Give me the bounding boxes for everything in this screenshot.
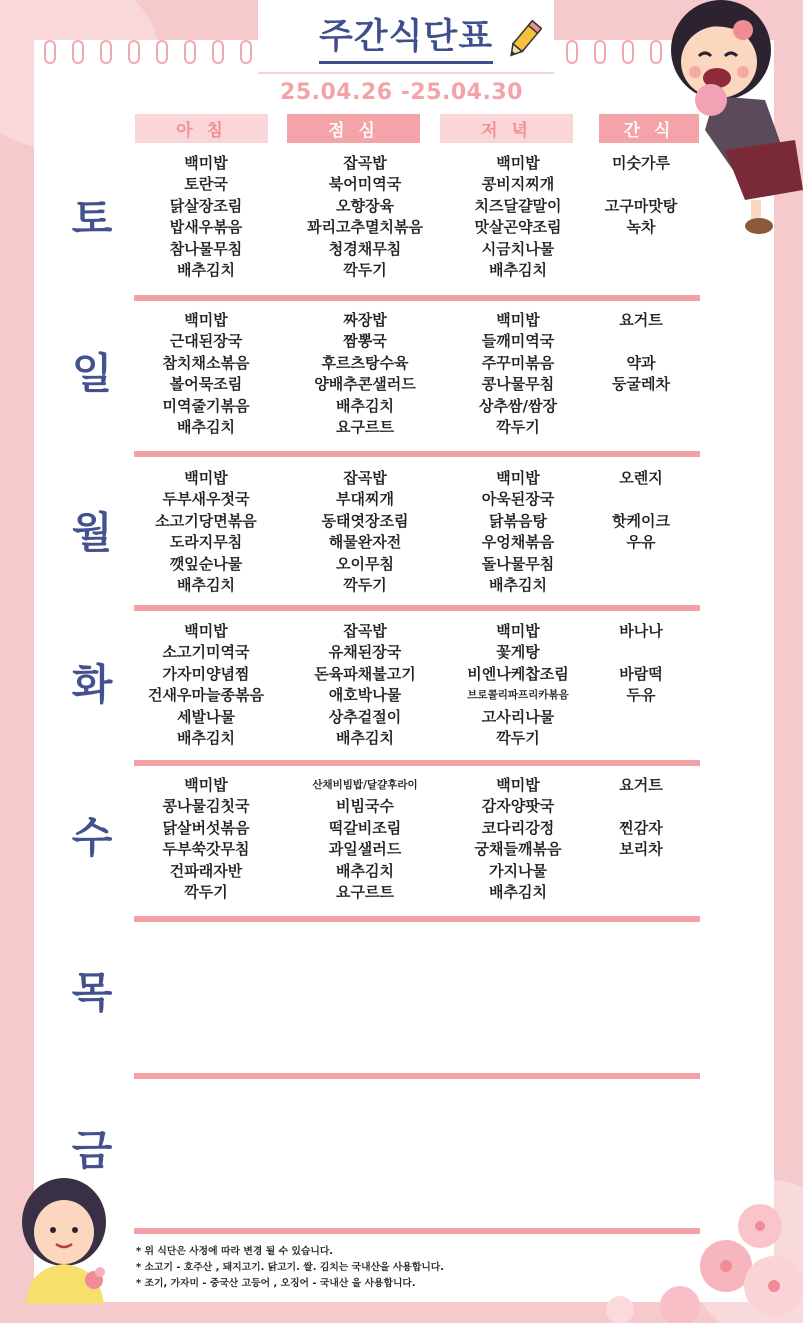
day-label: 일	[71, 349, 113, 398]
binder-ring	[156, 40, 168, 64]
menu-item: 비엔나케찹조림	[467, 664, 569, 683]
menu-item: 고사리나물	[481, 707, 555, 726]
menu-item: 백미밥	[496, 469, 540, 487]
row-divider	[134, 451, 700, 457]
menu-item: 깍두기	[496, 417, 540, 436]
menu-item	[571, 707, 711, 728]
menu-item: 배추김치	[336, 728, 394, 747]
menu-item: 도라지무침	[169, 533, 243, 552]
day-label: 금	[71, 1126, 113, 1175]
menu-item	[571, 554, 711, 575]
menu-item: 주꾸미볶음	[481, 353, 555, 372]
menu-item	[571, 728, 711, 749]
menu-item: 배추김치	[489, 260, 547, 279]
breakfast-cell	[121, 468, 291, 596]
menu-item: 오향장육	[336, 196, 394, 215]
menu-item: 잡곡밥	[343, 469, 387, 487]
row-divider	[134, 760, 700, 766]
menu-item	[571, 861, 711, 882]
day-label: 수	[71, 813, 113, 862]
menu-item: 세발나물	[177, 707, 235, 726]
day-label: 월	[71, 508, 113, 557]
menu-item: 청경채무침	[328, 239, 402, 258]
menu-item: 들깨미역국	[481, 332, 555, 351]
menu-item	[571, 239, 711, 260]
menu-item	[571, 796, 711, 817]
menu-item: 애호박나물	[328, 686, 402, 705]
menu-item: 두부쑥갓무침	[162, 840, 250, 859]
menu-item: 북어미역국	[328, 175, 402, 194]
menu-item: 비빔국수	[336, 797, 394, 816]
binder-ring	[212, 40, 224, 64]
footnote: * 위 식단은 사정에 따라 변경 될 수 있습니다.	[136, 1246, 334, 1257]
menu-item: 백미밥	[184, 154, 228, 172]
menu-item: 시금치나물	[481, 239, 555, 258]
menu-item: 요구르트	[336, 882, 394, 901]
menu-item: 건파래자반	[169, 861, 243, 880]
menu-item: 짜장밥	[343, 311, 387, 329]
footnotes	[136, 1244, 696, 1292]
menu-item: 백미밥	[184, 469, 228, 487]
menu-item: 찐감자	[619, 818, 663, 837]
menu-item	[571, 396, 711, 417]
menu-item: 배추김치	[489, 882, 547, 901]
menu-item: 짬뽕국	[343, 332, 387, 351]
menu-item: 과일샐러드	[328, 840, 402, 859]
menu-item: 맛살곤약조림	[474, 218, 562, 237]
menu-item	[571, 489, 711, 510]
row-divider	[134, 1073, 700, 1079]
menu-item: 배추김치	[336, 861, 394, 880]
column-header-snack: 간 식	[599, 114, 699, 143]
menu-item: 배추김치	[489, 575, 547, 594]
menu-item: 궁채들깨볶음	[474, 840, 562, 859]
menu-item: 양배추콘샐러드	[314, 375, 416, 394]
menu-item: 백미밥	[184, 776, 228, 794]
menu-item: 배추김치	[177, 417, 235, 436]
footnote: * 조기, 가자미 - 중국산 고등어 , 오징어 - 국내산 을 사용합니다.	[136, 1278, 416, 1289]
menu-item: 깍두기	[184, 882, 228, 901]
breakfast-cell	[121, 310, 291, 438]
snack-cell	[571, 775, 711, 903]
menu-item: 소고기미역국	[162, 643, 250, 662]
menu-item: 밥새우볶음	[169, 218, 243, 237]
menu-item: 백미밥	[496, 776, 540, 794]
menu-item: 백미밥	[496, 154, 540, 172]
menu-item: 산채비빔밥/달걀후라이	[312, 779, 418, 791]
snack-cell	[571, 310, 711, 438]
snack-cell	[571, 153, 711, 281]
menu-item	[571, 642, 711, 663]
menu-item: 감자양팟국	[481, 797, 555, 816]
lunch-cell	[280, 621, 450, 749]
menu-item: 깻잎순나물	[169, 554, 243, 573]
menu-item: 바람떡	[619, 664, 663, 683]
menu-item: 백미밥	[496, 311, 540, 329]
menu-item: 닭살장조림	[169, 196, 243, 215]
menu-item	[571, 331, 711, 352]
menu-item: 깍두기	[343, 575, 387, 594]
menu-item: 돌나물무침	[481, 554, 555, 573]
binder-ring	[44, 40, 56, 64]
menu-item: 배추김치	[177, 575, 235, 594]
menu-item: 둥굴레차	[612, 375, 670, 394]
menu-item: 깍두기	[496, 728, 540, 747]
breakfast-cell	[121, 775, 291, 903]
pencil-icon	[506, 18, 542, 62]
day-label: 토	[71, 194, 113, 243]
binder-ring	[240, 40, 252, 64]
column-header-breakfast: 아 침	[135, 114, 268, 143]
page-title: 주간식단표	[319, 9, 493, 64]
menu-item: 참나물무침	[169, 239, 243, 258]
breakfast-cell	[121, 621, 291, 749]
menu-item: 우엉채볶음	[481, 533, 555, 552]
menu-item: 소고기당면볶음	[155, 511, 257, 530]
menu-item: 동태엿장조림	[321, 511, 409, 530]
menu-item: 미숫가루	[612, 154, 670, 172]
menu-item: 오렌지	[619, 469, 663, 487]
binder-ring	[100, 40, 112, 64]
menu-item: 닭살버섯볶음	[162, 818, 250, 837]
binder-ring	[72, 40, 84, 64]
menu-item: 코다리강정	[481, 818, 555, 837]
menu-item	[571, 174, 711, 195]
menu-item: 두유	[626, 686, 656, 705]
menu-item: 부대찌개	[336, 490, 394, 509]
binder-ring	[128, 40, 140, 64]
menu-item: 건새우마늘종볶음	[148, 686, 264, 705]
menu-item: 토란국	[184, 175, 228, 194]
menu-item: 미역줄기볶음	[162, 396, 250, 415]
menu-item: 후르츠탕수육	[321, 353, 409, 372]
menu-item: 오이무침	[336, 554, 394, 573]
menu-item: 브로콜리파프리카볶음	[467, 689, 569, 702]
menu-item: 배추김치	[177, 728, 235, 747]
snack-cell	[571, 468, 711, 596]
breakfast-cell	[121, 153, 291, 281]
menu-item: 우유	[626, 533, 656, 552]
menu-item: 근대된장국	[169, 332, 243, 351]
menu-item	[571, 260, 711, 281]
day-label: 화	[71, 660, 113, 709]
menu-item: 배추김치	[336, 396, 394, 415]
menu-item: 보리차	[619, 840, 663, 859]
row-divider	[134, 605, 700, 611]
lunch-cell	[280, 310, 450, 438]
menu-item	[571, 417, 711, 438]
menu-item: 깍두기	[343, 260, 387, 279]
menu-item: 아욱된장국	[481, 490, 555, 509]
menu-item: 녹차	[626, 218, 656, 237]
menu-item: 백미밥	[184, 622, 228, 640]
menu-item: 요구르트	[336, 417, 394, 436]
menu-item: 핫케이크	[612, 511, 670, 530]
menu-item: 콩나물김칫국	[162, 797, 250, 816]
menu-item: 요거트	[619, 776, 663, 794]
menu-item: 떡갈비조림	[328, 818, 402, 837]
day-label: 목	[71, 968, 113, 1017]
menu-item: 고구마맛탕	[604, 196, 678, 215]
menu-item: 해물완자전	[328, 533, 402, 552]
date-range: 25.04.26 -25.04.30	[280, 80, 523, 105]
menu-item	[571, 882, 711, 903]
menu-item	[571, 575, 711, 596]
binder-ring	[622, 40, 634, 64]
menu-item: 꽃게탕	[496, 643, 540, 662]
menu-item: 볼어묵조림	[169, 375, 243, 394]
menu-item: 바나나	[619, 622, 663, 640]
menu-item: 가자미양념찜	[162, 664, 250, 683]
menu-item: 백미밥	[184, 311, 228, 329]
menu-item: 유채된장국	[328, 643, 402, 662]
menu-item: 두부새우젓국	[162, 490, 250, 509]
menu-item: 상추겉절이	[328, 707, 402, 726]
menu-item: 요거트	[619, 311, 663, 329]
column-header-lunch: 점 심	[287, 114, 420, 143]
lunch-cell	[280, 153, 450, 281]
lunch-cell	[280, 468, 450, 596]
menu-item: 잡곡밥	[343, 154, 387, 172]
snack-cell	[571, 621, 711, 749]
menu-item: 돈육파채불고기	[314, 664, 416, 683]
menu-item: 약과	[626, 353, 656, 372]
menu-item: 백미밥	[496, 622, 540, 640]
menu-item: 상추쌈/쌈장	[479, 396, 557, 415]
menu-item: 콩나물무침	[481, 375, 555, 394]
menu-item: 배추김치	[177, 260, 235, 279]
binder-ring	[566, 40, 578, 64]
column-header-dinner: 저 녁	[440, 114, 573, 143]
menu-item: 참치채소볶음	[162, 353, 250, 372]
footnote: * 소고기 - 호주산 , 돼지고기. 닭고기. 쌀. 김치는 국내산을 사용합니다.	[136, 1262, 444, 1273]
girl-illustration-bottom	[8, 1176, 120, 1304]
row-divider	[134, 295, 700, 301]
menu-item: 잡곡밥	[343, 622, 387, 640]
row-divider	[134, 916, 700, 922]
menu-item: 닭볶음탕	[489, 511, 547, 530]
binder-ring	[594, 40, 606, 64]
menu-item: 콩비지찌개	[481, 175, 555, 194]
menu-item: 가지나물	[489, 861, 547, 880]
menu-item: 꽈리고추멸치볶음	[307, 218, 423, 237]
menu-item: 치즈달걀말이	[474, 196, 562, 215]
binder-ring	[184, 40, 196, 64]
lunch-cell	[280, 775, 450, 903]
